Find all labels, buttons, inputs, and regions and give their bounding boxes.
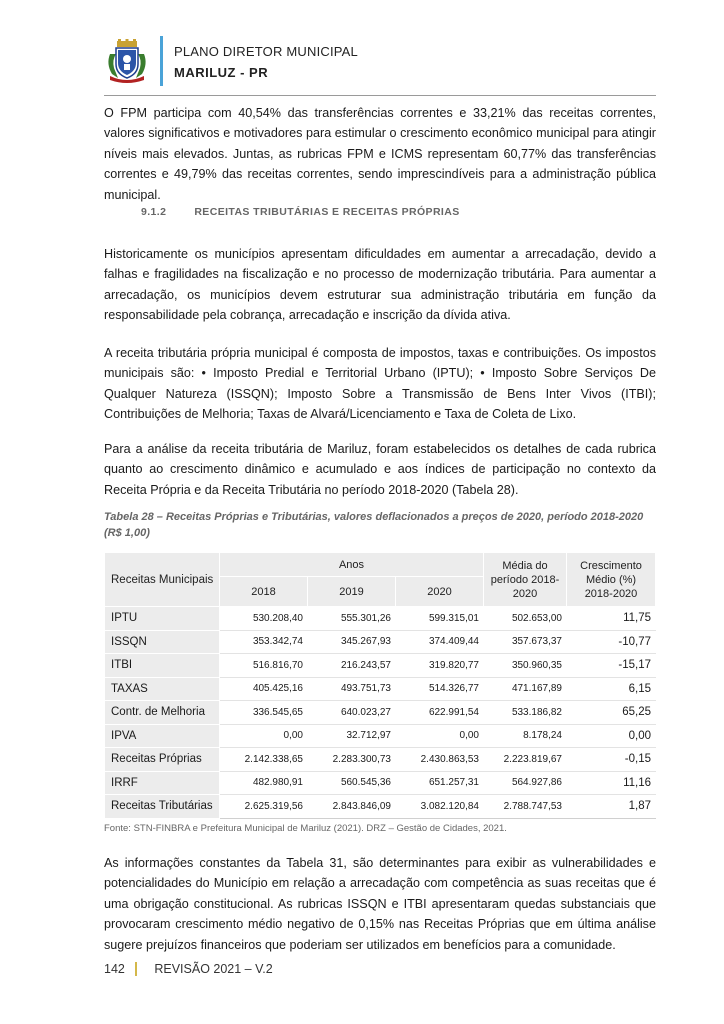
cell-v2020: 599.315,01 [396, 607, 484, 631]
cell-v2019: 560.545,36 [308, 771, 396, 795]
document-title: PLANO DIRETOR MUNICIPAL [174, 44, 358, 59]
row-label: ISSQN [105, 630, 220, 654]
cell-cresc: 0,00 [567, 724, 656, 748]
paragraph-receita-propria: A receita tributária própria municipal é composta de impostos, taxas e contribuições. Os impostos municipais são: • Imposto Predial e Territorial Urbano (IPTU); • Imposto Sobre Serviços De Qualquer Natureza (ISSQN); Imposto Sobre a Transmissão de Bens Inter Vivos (ITBI); Contribuições de Melhoria; Taxas de Alvará/Licenciamento e Taxa de Coleta de Lixo. [104, 346, 656, 422]
paragraph-fpm: O FPM participa com 40,54% das transferências correntes e 33,21% das receitas correntes, valores significativos e motivadores para estimular o crescimento econômico municipal para atingir níveis mais elevados. Juntas, as rubricas FPM e ICMS representam 60,77% das transferências correntes e 49,79% das receitas correntes, sendo imprescindíveis para a administração pública municipal. [104, 106, 656, 202]
row-label: TAXAS [105, 677, 220, 701]
header-media: Média do período 2018-2020 [484, 553, 567, 607]
header-receitas-municipais: Receitas Municipais [105, 553, 220, 607]
cell-v2018: 2.625.319,56 [220, 795, 308, 819]
cell-v2018: 336.545,65 [220, 701, 308, 725]
row-label: IPTU [105, 607, 220, 631]
table-caption: Tabela 28 – Receitas Próprias e Tributárias, valores deflacionados a preços de 2020, período 2018-2020 (R$ 1,00) [104, 511, 644, 539]
page-header [104, 34, 656, 94]
cell-cresc: 6,15 [567, 677, 656, 701]
cell-v2019: 2.283.300,73 [308, 748, 396, 772]
cell-v2020: 2.430.863,53 [396, 748, 484, 772]
cell-cresc: -0,15 [567, 748, 656, 772]
cell-v2018: 353.342,74 [220, 630, 308, 654]
cell-v2018: 516.816,70 [220, 654, 308, 678]
cell-v2020: 622.991,54 [396, 701, 484, 725]
table-row [105, 748, 656, 772]
paragraph-analise: Para a análise da receita tributária de Mariluz, foram estabelecidos os detalhes de cada rubrica quanto ao crescimento dinâmico e acumulado e aos índices de participação no contexto da Receita Própria e da Receita Tributária no período 2018-2020 (Tabela 28). [104, 442, 656, 497]
cell-v2018: 482.980,91 [220, 771, 308, 795]
cell-v2020: 0,00 [396, 724, 484, 748]
table-row [105, 630, 656, 654]
cell-v2019: 555.301,26 [308, 607, 396, 631]
cell-v2019: 216.243,57 [308, 654, 396, 678]
cell-media: 533.186,82 [484, 701, 567, 725]
revision-label: REVISÃO 2021 – V.2 [154, 962, 273, 976]
table-row [105, 654, 656, 678]
cell-v2019: 32.712,97 [308, 724, 396, 748]
cell-cresc: 1,87 [567, 795, 656, 819]
header-divider [104, 95, 656, 96]
cell-cresc: -15,17 [567, 654, 656, 678]
cell-v2020: 3.082.120,84 [396, 795, 484, 819]
section-heading [141, 206, 460, 218]
cell-media: 357.673,37 [484, 630, 567, 654]
cell-media: 350.960,35 [484, 654, 567, 678]
cell-v2018: 530.208,40 [220, 607, 308, 631]
header-accent-bar [160, 36, 163, 86]
table-row [105, 701, 656, 725]
cell-media: 564.927,86 [484, 771, 567, 795]
cell-v2019: 345.267,93 [308, 630, 396, 654]
header-crescimento: Crescimento Médio (%) 2018-2020 [567, 553, 656, 607]
cell-media: 8.178,24 [484, 724, 567, 748]
cell-cresc: 65,25 [567, 701, 656, 725]
header-2018: 2018 [220, 577, 308, 607]
table-row [105, 795, 656, 819]
table-row [105, 607, 656, 631]
page-number: 142 [104, 962, 137, 976]
cell-v2018: 2.142.338,65 [220, 748, 308, 772]
cell-v2019: 493.751,73 [308, 677, 396, 701]
paragraph-historico: Historicamente os municípios apresentam dificuldades em aumentar a arrecadação, devido a falhas e fragilidades na fiscalização e no processo de modernização tributária. Para aumentar a arrecadação, os municípios devem estruturar sua administração tributária em função da responsabilidade pela cobrança, arrecadação e inscrição da dívida ativa. [104, 247, 656, 323]
cell-cresc: -10,77 [567, 630, 656, 654]
table-row [105, 677, 656, 701]
cell-cresc: 11,75 [567, 607, 656, 631]
row-label: IPVA [105, 724, 220, 748]
cell-v2020: 651.257,31 [396, 771, 484, 795]
municipality-name: MARILUZ - PR [174, 65, 269, 80]
cell-media: 2.788.747,53 [484, 795, 567, 819]
cell-v2020: 319.820,77 [396, 654, 484, 678]
cell-v2020: 374.409,44 [396, 630, 484, 654]
section-number: 9.1.2 [141, 206, 167, 218]
cell-cresc: 11,16 [567, 771, 656, 795]
municipal-crest-icon [104, 38, 150, 84]
paragraph-informacoes: As informações constantes da Tabela 31, são determinantes para exibir as vulnerabilidades e potencialidades do Município em relação a arrecadação com competência as suas receitas que é uma obrigação constitucional. As rubricas ISSQN e ITBI apresentaram quedas substanciais que provocaram crescimento médio negativo de 0,15% nas Receitas Próprias que em última análise sugere prejuízos financeiros que poderiam ser utilizados em benefícios para a comunidade. [104, 856, 656, 952]
row-label: Receitas Próprias [105, 748, 220, 772]
row-label: IRRF [105, 771, 220, 795]
cell-media: 471.167,89 [484, 677, 567, 701]
table-row [105, 771, 656, 795]
cell-media: 502.653,00 [484, 607, 567, 631]
revenue-table [104, 552, 656, 819]
cell-v2019: 2.843.846,09 [308, 795, 396, 819]
table-row [105, 724, 656, 748]
row-label: Receitas Tributárias [105, 795, 220, 819]
row-label: Contr. de Melhoria [105, 701, 220, 725]
cell-media: 2.223.819,67 [484, 748, 567, 772]
page-footer [104, 962, 273, 976]
header-anos: Anos [220, 553, 484, 577]
row-label: ITBI [105, 654, 220, 678]
cell-v2018: 0,00 [220, 724, 308, 748]
cell-v2020: 514.326,77 [396, 677, 484, 701]
header-2020: 2020 [396, 577, 484, 607]
table-source: Fonte: STN-FINBRA e Prefeitura Municipal de Mariluz (2021). DRZ – Gestão de Cidades, 2021. [104, 823, 507, 834]
section-title: RECEITAS TRIBUTÁRIAS E RECEITAS PRÓPRIAS [194, 206, 460, 218]
cell-v2019: 640.023,27 [308, 701, 396, 725]
header-2019: 2019 [308, 577, 396, 607]
cell-v2018: 405.425,16 [220, 677, 308, 701]
table-body [105, 607, 656, 819]
